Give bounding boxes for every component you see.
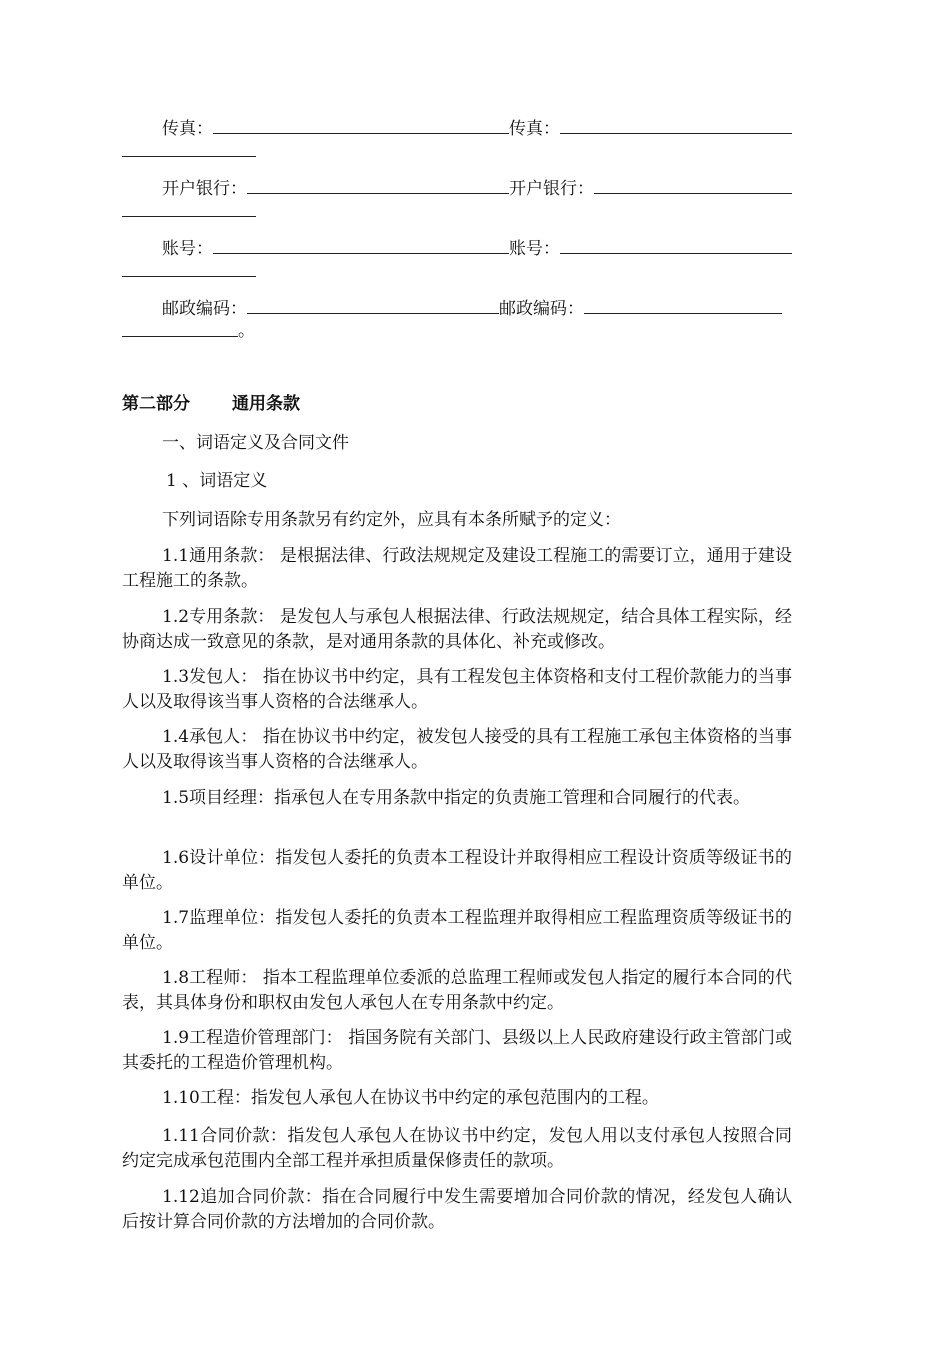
postcode-period: 。 xyxy=(238,321,255,341)
section-heading: 一、词语定义及合同文件 xyxy=(162,433,349,453)
postcode-label-left: 邮政编码： xyxy=(162,299,247,319)
fax-blank-continuation xyxy=(122,155,256,157)
postcode-blank-left xyxy=(247,296,499,314)
fax-blank-right xyxy=(560,116,792,134)
definition-1-7: 1.7监理单位：指发包人委托的负责本工程监理并取得相应工程监理资质等级证书的单位。 xyxy=(122,908,792,953)
intro-paragraph: 下列词语除专用条款另有约定外，应具有本条所赋予的定义： xyxy=(162,510,621,530)
definition-1-4: 1.4承包人： 指在协议书中约定，被发包人接受的具有工程施工承包主体资格的当事人以及取得该当事人资格的合法继承人。 xyxy=(122,727,792,772)
fax-label-left: 传真： xyxy=(162,119,213,139)
postcode-blank-right xyxy=(584,296,782,314)
bank-blank-left xyxy=(247,176,509,194)
bank-label-left: 开户银行： xyxy=(162,179,247,199)
part-number: 第二部分 xyxy=(122,394,190,414)
bank-blank-right xyxy=(594,176,792,194)
definition-1-12: 1.12追加合同价款：指在合同履行中发生需要增加合同价款的情况，经发包人确认后按计算合同价款的方法增加的合同价款。 xyxy=(122,1187,792,1232)
definition-1-6: 1.6设计单位：指发包人委托的负责本工程设计并取得相应工程设计资质等级证书的单位。 xyxy=(122,848,792,893)
fax-blank-left xyxy=(213,116,509,134)
definition-1-8: 1.8工程师： 指本工程监理单位委派的总监理工程师或发包人指定的履行本合同的代表，其具体身份和职权由发包人承包人在专用条款中约定。 xyxy=(122,968,792,1013)
postcode-row xyxy=(122,296,792,320)
account-blank-left xyxy=(213,236,509,254)
definition-1-11: 1.11合同价款：指发包人承包人在协议书中约定，发包人用以支付承包人按照合同约定完成承包范围内全部工程并承担质量保修责任的款项。 xyxy=(122,1126,792,1171)
fax-label-right: 传真： xyxy=(509,119,560,139)
part-name: 通用条款 xyxy=(232,394,300,414)
account-row xyxy=(122,236,792,260)
account-label-left: 账号： xyxy=(162,239,213,259)
account-label-right: 账号： xyxy=(509,239,560,259)
definition-1-1: 1.1通用条款： 是根据法律、行政法规规定及建设工程施工的需要订立，通用于建设工程施工的条款。 xyxy=(122,546,792,591)
fax-row xyxy=(122,116,792,140)
bank-blank-continuation xyxy=(122,215,256,217)
definition-1-2: 1.2专用条款： 是发包人与承包人根据法律、行政法规规定，结合具体工程实际，经协商达成一致意见的条款，是对通用条款的具体化、补充或修改。 xyxy=(122,607,792,652)
bank-label-right: 开户银行： xyxy=(509,179,594,199)
postcode-label-right: 邮政编码： xyxy=(499,299,584,319)
subsection-heading: 1 、词语定义 xyxy=(166,471,268,491)
definition-1-9: 1.9工程造价管理部门： 指国务院有关部门、县级以上人民政府建设行政主管部门或其委托的工程造价管理机构。 xyxy=(122,1028,792,1073)
account-blank-continuation xyxy=(122,275,256,277)
bank-row xyxy=(122,176,792,200)
account-blank-right xyxy=(560,236,792,254)
definition-1-10: 1.10工程：指发包人承包人在协议书中约定的承包范围内的工程。 xyxy=(162,1088,659,1108)
definition-1-3: 1.3发包人： 指在协议书中约定，具有工程发包主体资格和支付工程价款能力的当事人以及取得该当事人资格的合法继承人。 xyxy=(122,667,792,712)
part-title xyxy=(122,393,300,415)
definition-1-5: 1.5项目经理：指承包人在专用条款中指定的负责施工管理和合同履行的代表。 xyxy=(162,788,751,808)
postcode-blank-continuation xyxy=(122,335,238,337)
